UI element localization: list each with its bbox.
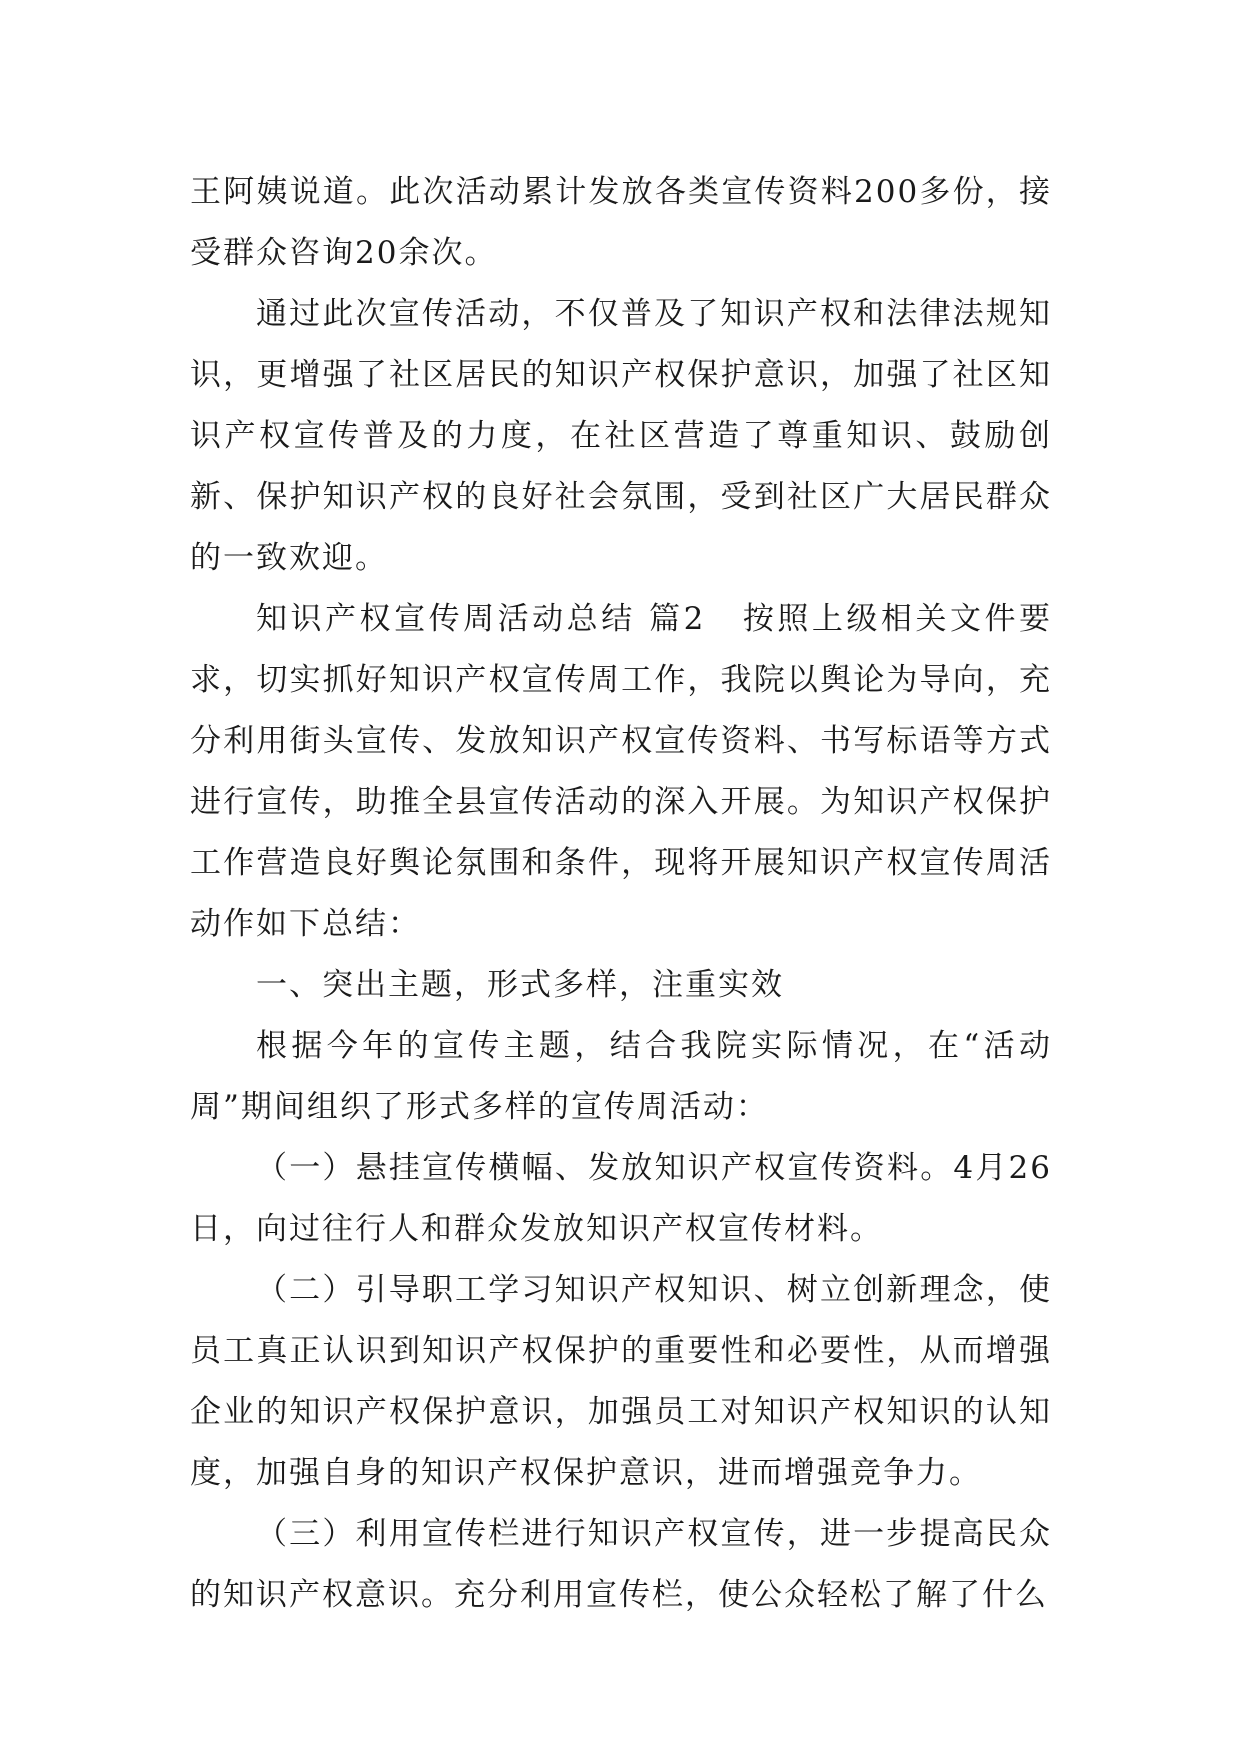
paragraph-5: 根据今年的宣传主题，结合我院实际情况，在“活动周”期间组织了形式多样的宣传周活动： [190, 1028, 1052, 1125]
paragraph-2: 通过此次宣传活动，不仅普及了知识产权和法律法规知识，更增强了社区居民的知识产权保护意识，加强了社区知识产权宣传普及的力度，在社区营造了尊重知识、鼓励创新、保护知识产权的良好社会氛围，受到社区广大居民群众的一致欢迎。 [190, 296, 1052, 576]
paragraph-1: 王阿姨说道。此次活动累计发放各类宣传资料200多份，接受群众咨询20余次。 [190, 174, 1052, 271]
paragraph-7: （二）引导职工学习知识产权知识、树立创新理念，使员工真正认识到知识产权保护的重要性和必要性，从而增强企业的知识产权保护意识，加强员工对知识产权知识的认知度，加强自身的知识产权保护意识，进而增强竞争力。 [190, 1272, 1052, 1491]
paragraph-3-text: 按照上级相关文件要求，切实抓好知识产权宣传周工作，我院以舆论为导向，充分利用街头宣传、发放知识产权宣传资料、书写标语等方式进行宣传，助推全县宣传活动的深入开展。为知识产权保护工作营造良好舆论氛围和条件，现将开展知识产权宣传周活动作如下总结： [190, 601, 1052, 942]
paragraph-8: （三）利用宣传栏进行知识产权宣传，进一步提高民众的知识产权意识。充分利用宣传栏，使公众轻松了解了什么 [190, 1516, 1052, 1613]
document-body [190, 162, 1052, 1626]
paragraph-6: （一）悬挂宣传横幅、发放知识产权宣传资料。4月26日，向过往行人和群众发放知识产权宣传材料。 [190, 1150, 1052, 1247]
section-heading: 知识产权宣传周活动总结 篇2 [256, 601, 706, 637]
paragraph-4: 一、突出主题，形式多样，注重实效 [256, 967, 784, 1003]
paragraph-3 [190, 589, 1052, 955]
